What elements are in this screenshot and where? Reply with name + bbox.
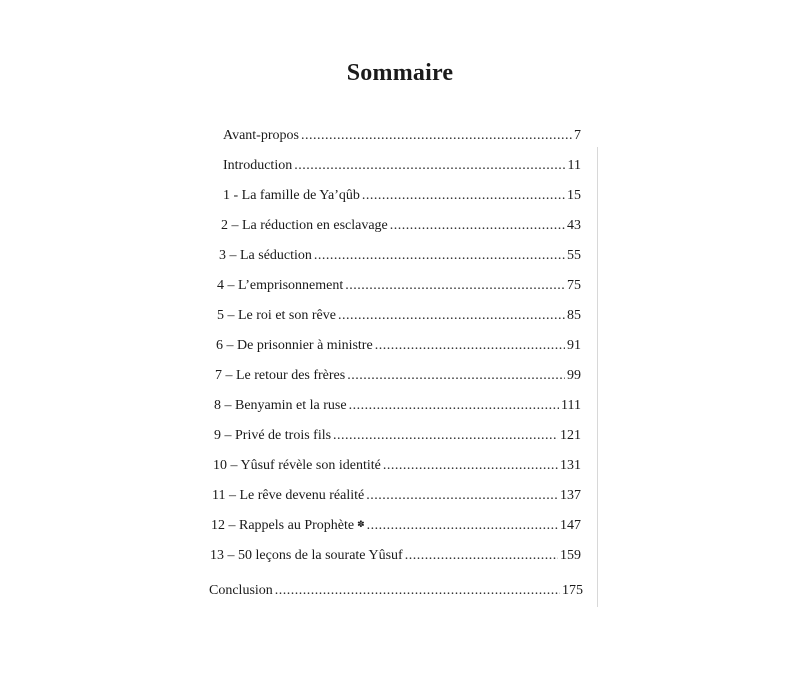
- toc-entry-page: 11: [567, 158, 581, 173]
- toc-entry-label: 13 – 50 leçons de la sourate Yûsuf: [210, 548, 403, 563]
- toc-entry: [211, 512, 581, 534]
- toc-entry-label: 11 – Le rêve devenu réalité: [212, 488, 365, 503]
- toc-entry: [216, 332, 581, 354]
- leader-dots: [345, 278, 565, 294]
- toc-entry: [221, 212, 581, 234]
- toc-entry-label: Introduction: [223, 158, 293, 173]
- toc-entry: [215, 362, 581, 384]
- leader-dots: [333, 428, 558, 444]
- leader-dots: [349, 398, 559, 414]
- toc-entry-label: 4 – L’emprisonnement: [217, 278, 344, 293]
- toc-entry-label: 3 – La séduction: [219, 248, 312, 263]
- toc-entry-page: 91: [567, 338, 581, 353]
- page-title: Sommaire: [346, 60, 454, 86]
- toc-entry-page: 175: [562, 583, 583, 598]
- toc-entry: [213, 452, 581, 474]
- toc-entry: [217, 302, 581, 324]
- toc-entry-page: 121: [560, 428, 581, 443]
- toc-entry-label: 5 – Le roi et son rêve: [217, 308, 336, 323]
- leader-dots: [275, 583, 560, 599]
- scan-shadow-line: [597, 147, 598, 607]
- toc-entry-page: 43: [567, 218, 581, 233]
- leader-dots: [405, 548, 558, 564]
- toc-entry-page: 159: [560, 548, 581, 563]
- toc-entry: [212, 482, 581, 504]
- toc-entry-label: 8 – Benyamin et la ruse: [214, 398, 347, 413]
- toc-entry: [217, 272, 581, 294]
- toc-entry: [210, 542, 581, 564]
- honorific-glyph-icon: ✽: [357, 519, 365, 529]
- toc-entry: [223, 152, 581, 174]
- toc-entry: [214, 392, 581, 414]
- toc-entry-label: Conclusion: [209, 583, 273, 598]
- leader-dots: [366, 488, 558, 504]
- toc-entry: [223, 182, 581, 204]
- toc-entry-label: 10 – Yûsuf révèle son identité: [213, 458, 381, 473]
- toc-entry-page: 7: [574, 128, 581, 143]
- leader-dots: [338, 308, 565, 324]
- leader-dots: [383, 458, 558, 474]
- toc-entry: [223, 122, 581, 144]
- toc-entry-label: 6 – De prisonnier à ministre: [216, 338, 373, 353]
- toc-entry-page: 147: [560, 518, 581, 533]
- toc-entry-page: 131: [560, 458, 581, 473]
- toc-entry-label: 2 – La réduction en esclavage: [221, 218, 388, 233]
- toc-entry: [209, 577, 583, 599]
- leader-dots: [294, 158, 565, 174]
- toc-entry-label: 1 - La famille de Ya’qûb: [223, 188, 360, 203]
- toc-entry-label: 7 – Le retour des frères: [215, 368, 346, 383]
- toc-entry-page: 85: [567, 308, 581, 323]
- leader-dots: [375, 338, 565, 354]
- toc-entry: [214, 422, 581, 444]
- toc-entry: [219, 242, 581, 264]
- toc-entry-page: 15: [567, 188, 581, 203]
- toc-entry-page: 75: [567, 278, 581, 293]
- leader-dots: [367, 518, 558, 534]
- leader-dots: [390, 218, 565, 234]
- toc-entry-page: 111: [561, 398, 581, 413]
- leader-dots: [347, 368, 565, 384]
- toc-entry-page: 55: [567, 248, 581, 263]
- leader-dots: [314, 248, 565, 264]
- toc-entry-label: Avant-propos: [223, 128, 299, 143]
- toc-entry-page: 137: [560, 488, 581, 503]
- toc-entry-page: 99: [567, 368, 581, 383]
- toc-entry-label: 12 – Rappels au Prophète: [211, 518, 355, 533]
- toc-entry-label: 9 – Privé de trois fils: [214, 428, 332, 443]
- leader-dots: [301, 128, 572, 144]
- leader-dots: [362, 188, 565, 204]
